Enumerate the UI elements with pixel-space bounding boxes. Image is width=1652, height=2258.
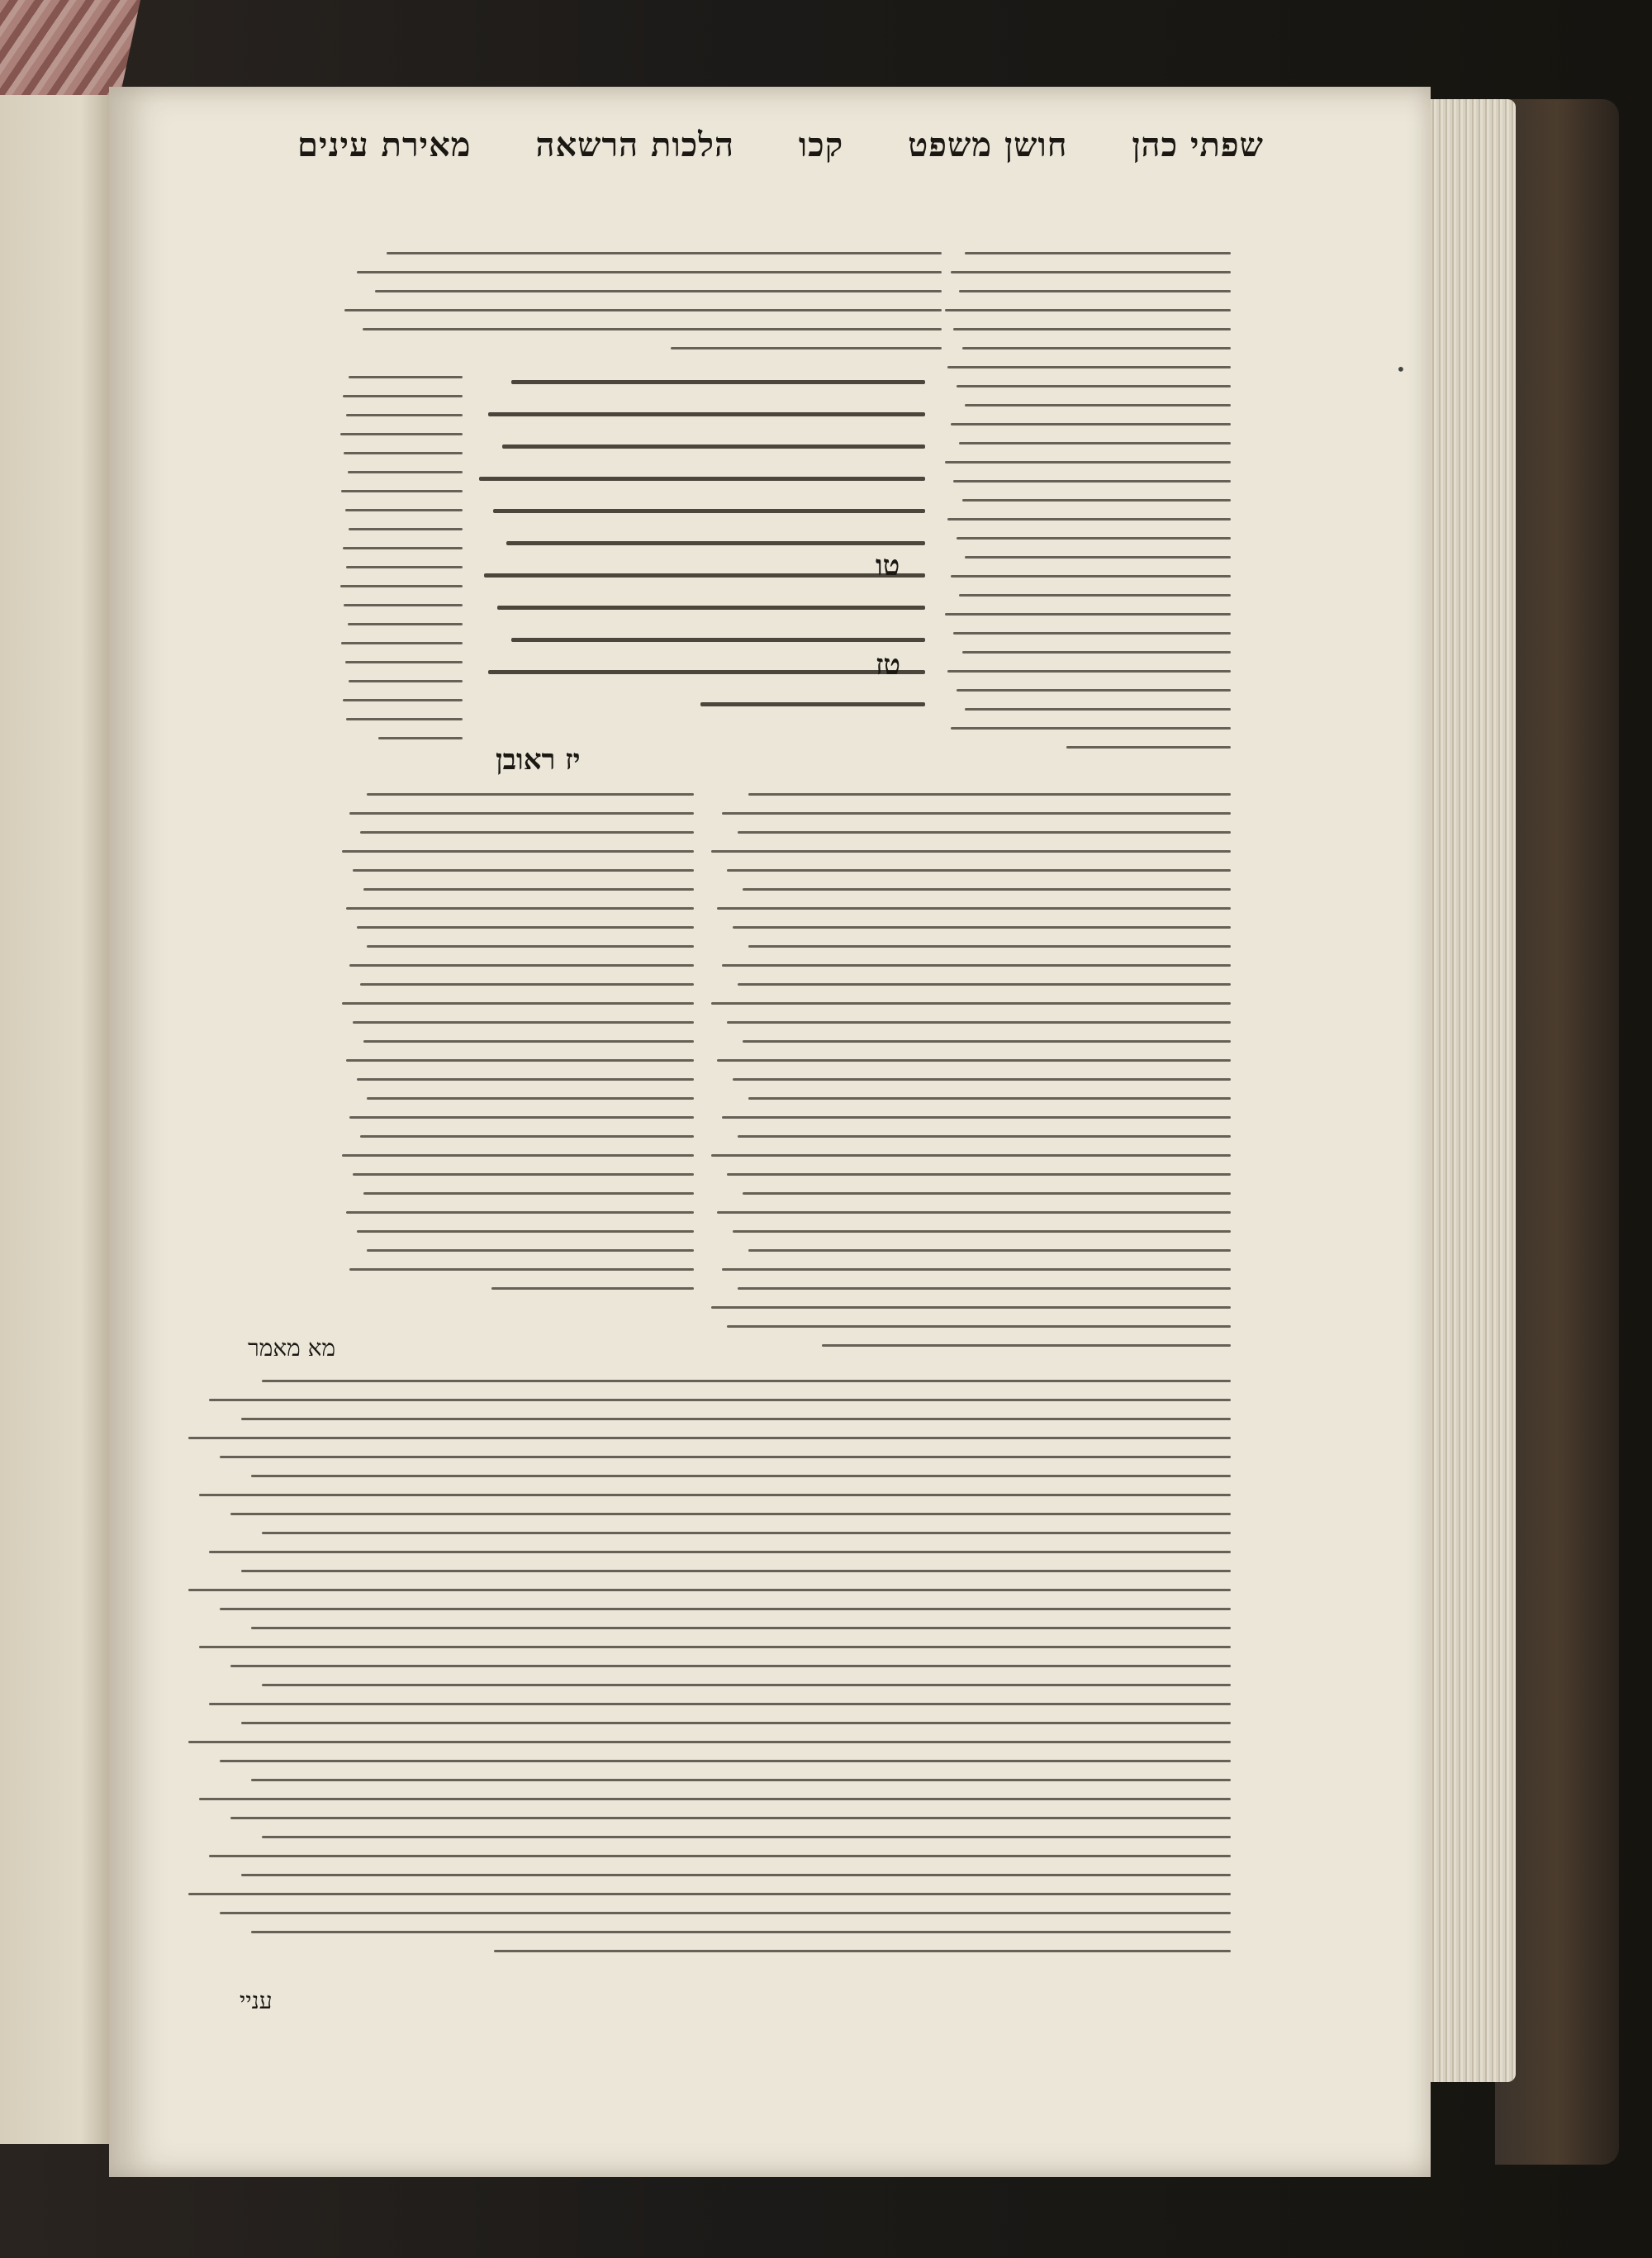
text-line (357, 926, 695, 929)
text-line (947, 366, 1231, 368)
left-page-edge (0, 95, 116, 2144)
text-line (957, 385, 1232, 387)
running-header (297, 112, 1264, 178)
header-center-2: הלכות הרשאה (535, 125, 734, 164)
text-line (343, 395, 463, 397)
commentary-right-top (942, 252, 1231, 781)
text-line (346, 414, 463, 416)
text-line (959, 442, 1231, 444)
text-line (349, 680, 463, 682)
text-line (188, 1741, 1231, 1743)
text-line (748, 945, 1231, 948)
text-line (199, 1646, 1232, 1648)
header-right: שפתי כהן (1132, 125, 1264, 164)
text-line (344, 309, 942, 311)
text-line (199, 1494, 1232, 1496)
text-line (497, 606, 925, 610)
text-line (965, 252, 1231, 254)
commentary-left-top (339, 252, 942, 376)
text-line (957, 537, 1232, 540)
text-line (262, 1380, 1231, 1382)
header-left: מאירת עינים (297, 125, 472, 164)
text-line (738, 831, 1231, 834)
text-line (727, 1325, 1231, 1328)
text-line (251, 1779, 1231, 1781)
text-line (367, 1249, 694, 1252)
text-line (743, 1192, 1231, 1195)
text-line (488, 412, 925, 416)
text-line (251, 1627, 1231, 1629)
text-line (953, 328, 1231, 330)
text-line (348, 623, 463, 625)
commentary-bottom (178, 1380, 1231, 1975)
text-line (367, 1097, 694, 1100)
paragraph-label-15: טו (876, 549, 900, 582)
text-line (367, 945, 694, 948)
text-line (349, 812, 694, 815)
text-line (717, 907, 1231, 910)
text-line (344, 452, 463, 454)
text-line (1066, 746, 1232, 749)
text-line (733, 1078, 1231, 1081)
text-line (209, 1399, 1231, 1401)
text-line (727, 1173, 1231, 1176)
text-line (340, 585, 463, 587)
text-line (511, 380, 925, 384)
text-line (346, 907, 694, 910)
text-line (209, 1551, 1231, 1553)
text-line (341, 490, 463, 492)
text-line (378, 737, 463, 739)
text-line (748, 1097, 1231, 1100)
page-edges (1417, 99, 1516, 2082)
commentary-right-lower (706, 793, 1231, 1371)
text-line (188, 1893, 1231, 1895)
text-line (342, 850, 694, 853)
text-line (711, 1154, 1231, 1157)
text-line (360, 831, 694, 834)
text-line (363, 328, 942, 330)
text-line (700, 702, 926, 706)
text-line (342, 1154, 694, 1157)
text-line (511, 638, 925, 642)
text-line (951, 727, 1232, 730)
text-line (262, 1836, 1231, 1838)
text-line (945, 613, 1232, 616)
text-line (822, 1344, 1231, 1347)
text-line (360, 1135, 694, 1138)
text-line (965, 404, 1231, 406)
text-line (363, 888, 694, 891)
text-line (743, 888, 1231, 891)
text-line (733, 926, 1231, 929)
text-line (353, 869, 694, 872)
text-line (230, 1817, 1231, 1819)
text-line (717, 1211, 1231, 1214)
text-line (722, 964, 1231, 967)
text-line (346, 566, 463, 568)
text-line (959, 290, 1231, 292)
text-line (375, 290, 942, 292)
text-line (241, 1570, 1232, 1572)
text-line (344, 604, 463, 606)
text-line (738, 1135, 1231, 1138)
text-line (220, 1912, 1231, 1914)
text-line (722, 1268, 1231, 1271)
text-line (342, 1002, 694, 1005)
text-line (357, 271, 942, 273)
catchword: עניי (240, 1987, 273, 2014)
text-line (711, 1002, 1231, 1005)
text-line (349, 1116, 694, 1119)
text-line (241, 1722, 1232, 1724)
text-line (951, 271, 1232, 273)
text-line (363, 1040, 694, 1043)
text-line (727, 869, 1231, 872)
text-line (738, 983, 1231, 986)
text-line (951, 575, 1232, 578)
text-line (230, 1665, 1231, 1667)
text-line (965, 556, 1231, 559)
text-line (962, 651, 1232, 654)
text-line (349, 376, 463, 378)
text-line (363, 1192, 694, 1195)
text-line (343, 547, 463, 549)
text-line (953, 632, 1231, 635)
text-line (722, 812, 1231, 815)
text-line (340, 433, 463, 435)
text-line (241, 1874, 1232, 1876)
text-line (947, 670, 1231, 673)
header-center-1: חושן משפט (908, 125, 1068, 164)
text-line (711, 850, 1231, 853)
text-line (241, 1418, 1232, 1420)
text-line (491, 1287, 694, 1290)
main-text (475, 380, 925, 735)
text-line (348, 471, 463, 473)
text-line (353, 1021, 694, 1024)
text-line (671, 347, 942, 349)
text-line (387, 252, 942, 254)
text-line (262, 1684, 1231, 1686)
text-line (346, 1211, 694, 1214)
text-line (345, 661, 463, 663)
commentary-left-lower (339, 793, 694, 1322)
text-line (357, 1230, 695, 1233)
text-line (962, 347, 1232, 349)
text-line (349, 528, 463, 530)
text-line (220, 1760, 1231, 1762)
text-line (957, 689, 1232, 692)
text-line (199, 1798, 1232, 1800)
commentary-left-column (339, 376, 463, 756)
text-line (947, 518, 1231, 521)
text-line (962, 499, 1232, 502)
text-line (945, 309, 1232, 311)
text-line (748, 1249, 1231, 1252)
paragraph-label-17: יז ראובן (496, 744, 581, 777)
text-line (494, 1950, 1232, 1952)
text-line (360, 983, 694, 986)
text-line (346, 1059, 694, 1062)
text-line (367, 793, 694, 796)
text-line (738, 1287, 1231, 1290)
text-line (727, 1021, 1231, 1024)
paragraph-label-16: טז (876, 649, 901, 682)
section-end-marker: מא מאמר (248, 1334, 336, 1362)
text-line (349, 964, 694, 967)
text-line (506, 541, 925, 545)
text-line (722, 1116, 1231, 1119)
text-line (349, 1268, 694, 1271)
text-line (209, 1855, 1231, 1857)
text-line (357, 1078, 695, 1081)
text-line (188, 1437, 1231, 1439)
text-line (743, 1040, 1231, 1043)
text-line (951, 423, 1232, 425)
text-line (230, 1513, 1231, 1515)
text-line (343, 699, 463, 701)
text-line (711, 1306, 1231, 1309)
text-line (493, 509, 925, 513)
text-line (353, 1173, 694, 1176)
text-line (945, 461, 1232, 463)
text-line (188, 1589, 1231, 1591)
header-folio: קכו (798, 125, 844, 164)
text-line (479, 477, 925, 481)
text-line (341, 642, 463, 644)
text-line (220, 1456, 1231, 1458)
text-line (717, 1059, 1231, 1062)
text-line (502, 444, 925, 449)
margin-mark: • (1396, 359, 1406, 379)
text-line (251, 1931, 1231, 1933)
text-line (220, 1608, 1231, 1610)
text-line (488, 670, 925, 674)
text-line (262, 1532, 1231, 1534)
text-line (748, 793, 1231, 796)
text-line (345, 509, 463, 511)
text-line (733, 1230, 1231, 1233)
text-line (209, 1703, 1231, 1705)
text-line (965, 708, 1231, 711)
text-line (953, 480, 1231, 482)
text-line (484, 573, 925, 578)
text-line (959, 594, 1231, 597)
text-line (346, 718, 463, 720)
text-line (251, 1475, 1231, 1477)
